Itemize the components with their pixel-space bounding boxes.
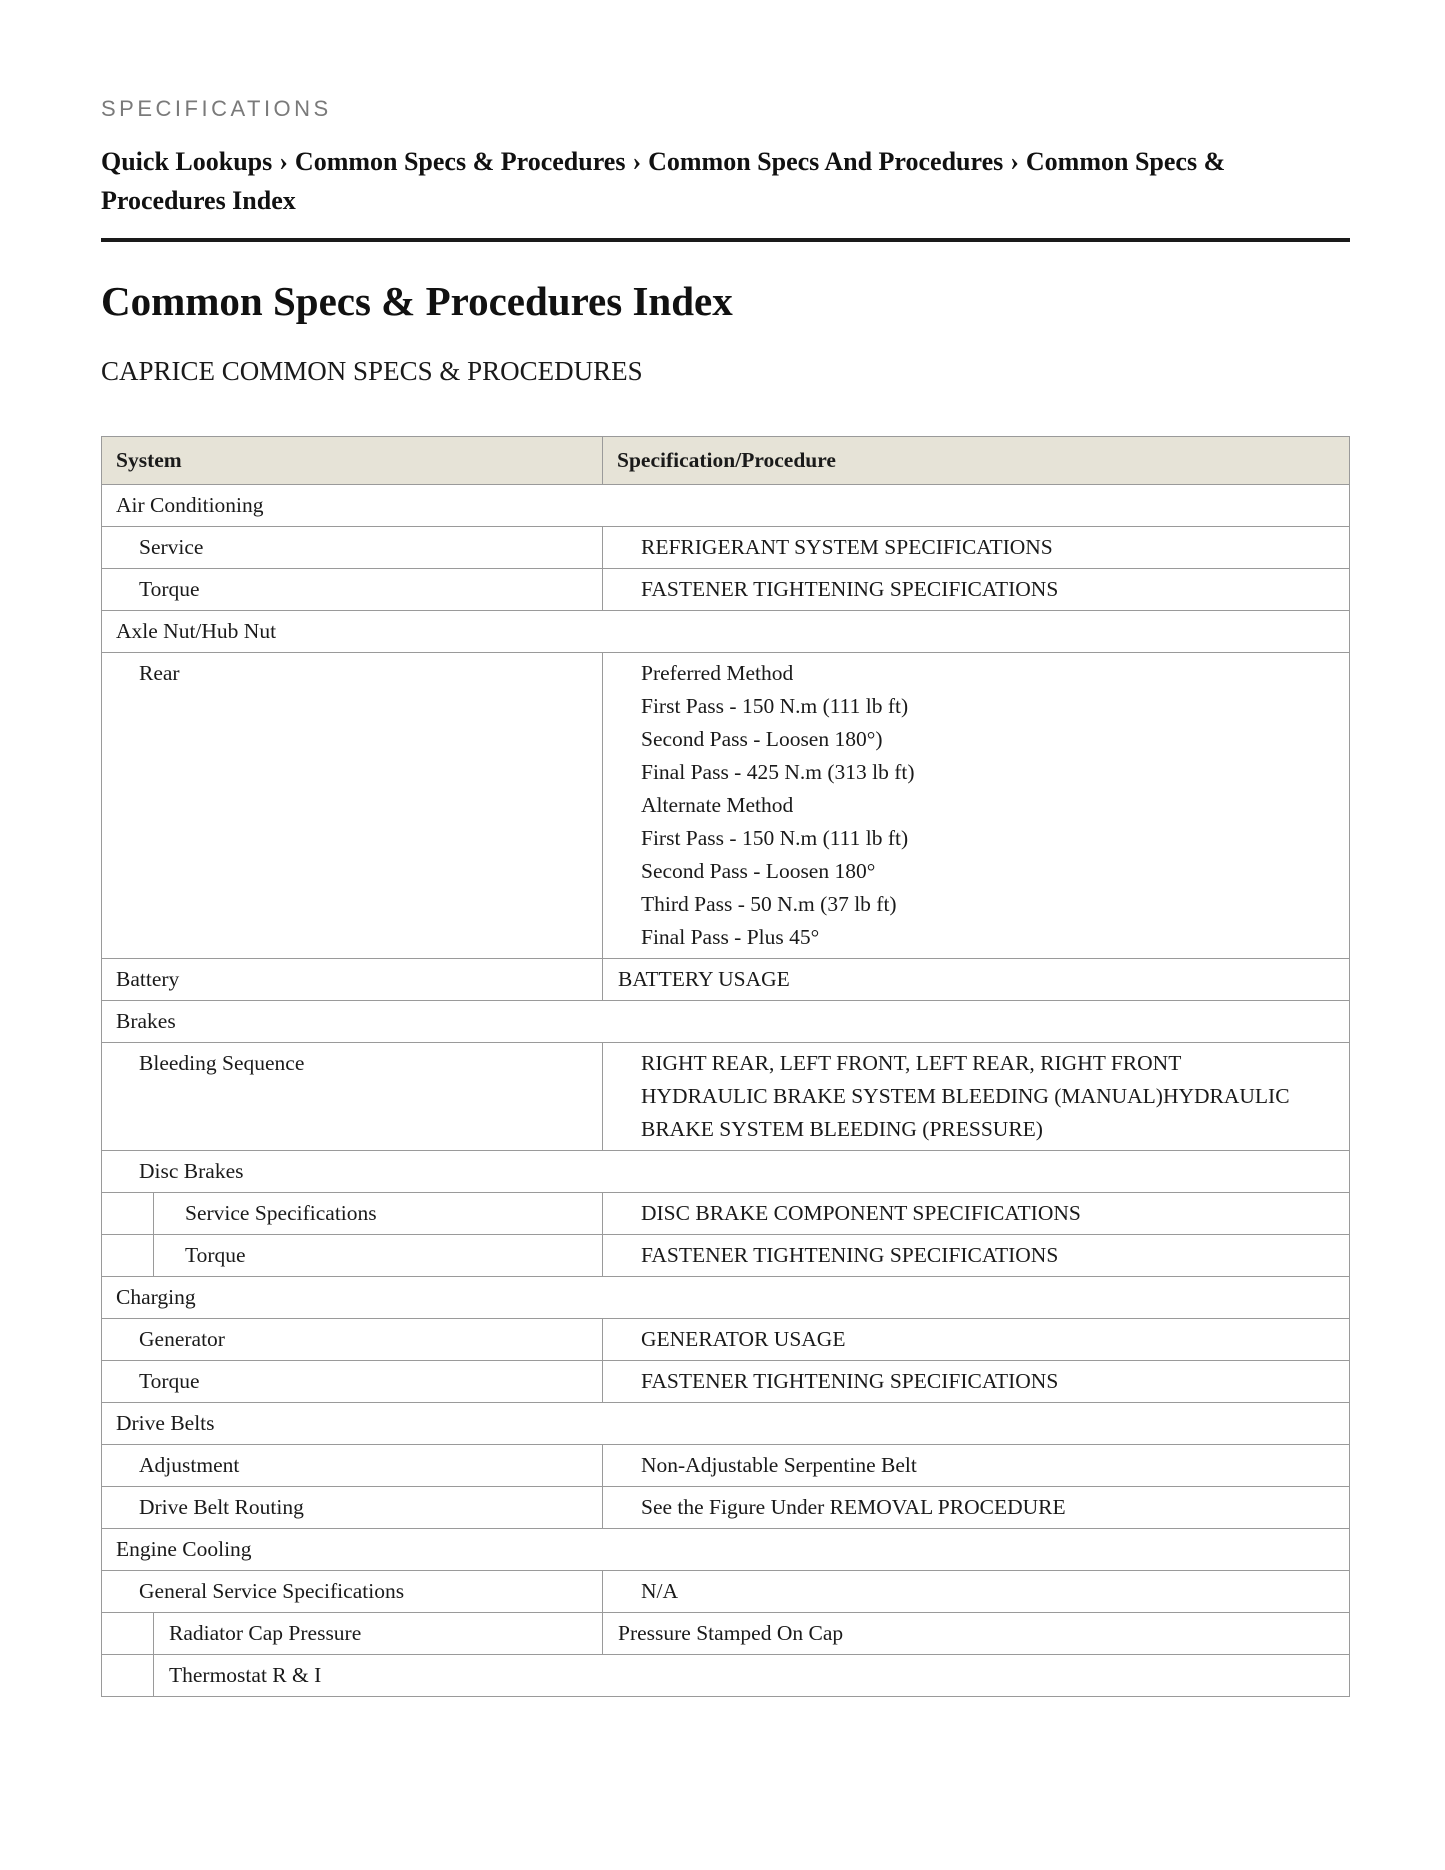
spec-line: Final Pass - 425 N.m (313 lb ft) xyxy=(641,760,915,784)
table-row xyxy=(102,1151,1350,1193)
spec-link-disc-brake-component[interactable]: DISC BRAKE COMPONENT SPECIFICATIONS xyxy=(603,1193,1350,1235)
table-row xyxy=(102,1571,1350,1613)
spec-link-generator-usage[interactable]: GENERATOR USAGE xyxy=(603,1319,1350,1361)
breadcrumb-separator: › xyxy=(1010,147,1019,176)
system-cell: Rear xyxy=(102,653,603,959)
system-cell: Generator xyxy=(102,1319,603,1361)
document-page xyxy=(101,96,1350,1697)
spec-link-battery-usage[interactable]: BATTERY USAGE xyxy=(603,959,1350,1001)
spec-link-hydraulic-brake-bleeding[interactable]: HYDRAULIC BRAKE SYSTEM BLEEDING (MANUAL)HYDRAULIC BRAKE SYSTEM BLEEDING (PRESSURE) xyxy=(641,1084,1290,1141)
spec-line: Alternate Method xyxy=(641,793,794,817)
group-engine-cooling: Engine Cooling xyxy=(102,1529,1350,1571)
breadcrumb-item-common-specs-procedures[interactable]: Common Specs & Procedures xyxy=(294,147,626,176)
spec-cell-axle-rear xyxy=(603,653,1350,959)
spec-line: Third Pass - 50 N.m (37 lb ft) xyxy=(641,892,897,916)
specs-table xyxy=(101,436,1350,1697)
system-cell: General Service Specifications xyxy=(102,1571,603,1613)
indent-gutter xyxy=(102,1235,154,1277)
system-cell: Bleeding Sequence xyxy=(102,1043,603,1151)
table-row xyxy=(102,1655,1350,1697)
table-row xyxy=(102,653,1350,959)
column-header-system: System xyxy=(102,437,603,485)
table-row xyxy=(102,1487,1350,1529)
table-row xyxy=(102,611,1350,653)
table-row xyxy=(102,1043,1350,1151)
spec-cell: N/A xyxy=(603,1571,1350,1613)
breadcrumb xyxy=(101,142,1350,242)
table-row xyxy=(102,1193,1350,1235)
breadcrumb-item-common-specs-and-procedures[interactable]: Common Specs And Procedures xyxy=(648,147,1004,176)
spec-link-fastener-tightening[interactable]: FASTENER TIGHTENING SPECIFICATIONS xyxy=(603,1361,1350,1403)
system-cell: Radiator Cap Pressure xyxy=(154,1613,603,1655)
group-charging: Charging xyxy=(102,1277,1350,1319)
table-row xyxy=(102,527,1350,569)
spec-link-removal-procedure[interactable]: See the Figure Under REMOVAL PROCEDURE xyxy=(603,1487,1350,1529)
spec-cell-bleeding-sequence xyxy=(603,1043,1350,1151)
system-cell: Service xyxy=(102,527,603,569)
section-label: SPECIFICATIONS xyxy=(101,96,332,121)
column-header-spec: Specification/Procedure xyxy=(603,437,1350,485)
system-cell: Torque xyxy=(154,1235,603,1277)
breadcrumb-item-current: Common Specs & Procedures Index xyxy=(101,147,1226,215)
spec-link-fastener-tightening[interactable]: FASTENER TIGHTENING SPECIFICATIONS xyxy=(603,569,1350,611)
spec-line: First Pass - 150 N.m (111 lb ft) xyxy=(641,694,909,718)
system-cell: Adjustment xyxy=(102,1445,603,1487)
spec-cell: Non-Adjustable Serpentine Belt xyxy=(603,1445,1350,1487)
group-air-conditioning: Air Conditioning xyxy=(102,485,1350,527)
table-row xyxy=(102,1445,1350,1487)
spec-line: Second Pass - Loosen 180°) xyxy=(641,727,883,751)
table-row xyxy=(102,1001,1350,1043)
subgroup-disc-brakes: Disc Brakes xyxy=(102,1151,1350,1193)
spec-line: Final Pass - Plus 45° xyxy=(641,925,820,949)
spec-link-fastener-tightening[interactable]: FASTENER TIGHTENING SPECIFICATIONS xyxy=(603,1235,1350,1277)
system-cell: Thermostat R & I xyxy=(154,1655,1350,1697)
spec-line: First Pass - 150 N.m (111 lb ft) xyxy=(641,826,909,850)
page-title: Common Specs & Procedures Index xyxy=(101,278,733,324)
page-subtitle: CAPRICE COMMON SPECS & PROCEDURES xyxy=(101,356,643,386)
indent-gutter xyxy=(102,1193,154,1235)
indent-gutter xyxy=(102,1613,154,1655)
table-row xyxy=(102,1403,1350,1445)
breadcrumb-separator: › xyxy=(632,147,642,176)
table-row xyxy=(102,959,1350,1001)
table-header-row xyxy=(102,437,1350,485)
table-row xyxy=(102,1277,1350,1319)
group-axle-nut: Axle Nut/Hub Nut xyxy=(102,611,1350,653)
breadcrumb-item-quick-lookups[interactable]: Quick Lookups xyxy=(101,147,273,176)
table-row xyxy=(102,569,1350,611)
spec-cell: Pressure Stamped On Cap xyxy=(603,1613,1350,1655)
spec-link-refrigerant-system[interactable]: REFRIGERANT SYSTEM SPECIFICATIONS xyxy=(603,527,1350,569)
spec-line: Second Pass - Loosen 180° xyxy=(641,859,876,883)
table-row xyxy=(102,1235,1350,1277)
system-cell: Torque xyxy=(102,1361,603,1403)
table-row xyxy=(102,1529,1350,1571)
system-cell: Service Specifications xyxy=(154,1193,603,1235)
spec-line: RIGHT REAR, LEFT FRONT, LEFT REAR, RIGHT FRONT xyxy=(641,1051,1182,1075)
table-row xyxy=(102,1613,1350,1655)
system-cell: Battery xyxy=(102,959,603,1001)
table-row xyxy=(102,1319,1350,1361)
spec-line: Preferred Method xyxy=(641,661,794,685)
system-cell: Drive Belt Routing xyxy=(102,1487,603,1529)
table-row xyxy=(102,1361,1350,1403)
indent-gutter xyxy=(102,1655,154,1697)
system-cell: Torque xyxy=(102,569,603,611)
group-brakes: Brakes xyxy=(102,1001,1350,1043)
table-row xyxy=(102,485,1350,527)
breadcrumb-separator: › xyxy=(279,147,288,176)
group-drive-belts: Drive Belts xyxy=(102,1403,1350,1445)
